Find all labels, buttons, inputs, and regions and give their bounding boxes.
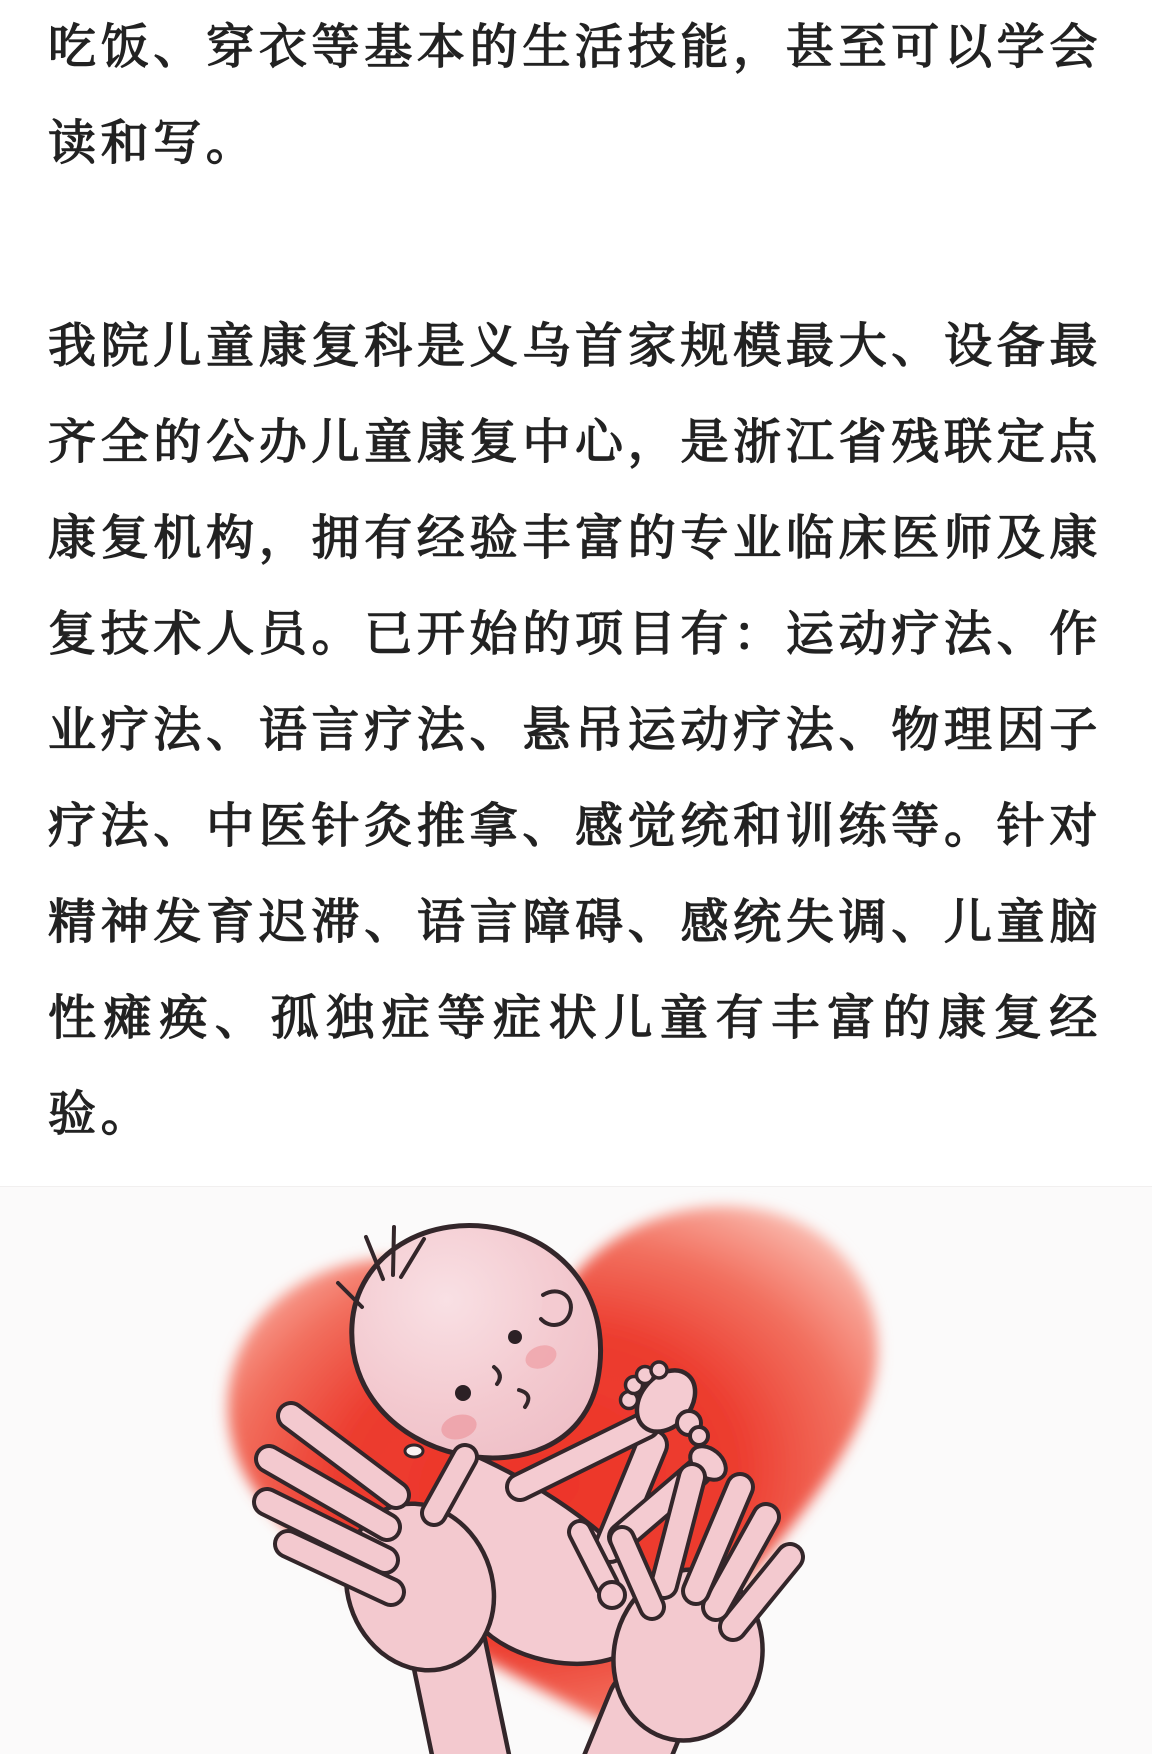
baby-eye-left: [455, 1385, 471, 1401]
article-line: 性瘫痪、孤独症等症状儿童有丰富的康复经: [48, 992, 1102, 1045]
article-line: 我院儿童康复科是义乌首家规模最大、设备最: [48, 320, 1102, 373]
article-line: 复技术人员。已开始的项目有：运动疗法、作: [48, 608, 1102, 661]
article-paragraph-2: [48, 299, 1102, 1163]
article-line: 读和写。: [48, 117, 259, 170]
baby-heart-illustration: [0, 1187, 1152, 1754]
article-line: 齐全的公办儿童康复中心，是浙江省残联定点: [48, 416, 1102, 469]
article-line: 精神发育迟滞、语言障碍、感统失调、儿童脑: [48, 896, 1102, 949]
article-line: 业疗法、语言疗法、悬吊运动疗法、物理因子: [48, 704, 1102, 757]
baby-ear: [541, 1291, 571, 1325]
baby-eye-right: [508, 1330, 522, 1344]
article-line: 验。: [48, 1088, 154, 1141]
article-line: 吃饭、穿衣等基本的生活技能，甚至可以学会: [48, 21, 1102, 74]
article-line: 康复机构，拥有经验丰富的专业临床医师及康: [48, 512, 1102, 565]
illustration-image: [0, 1186, 1152, 1754]
article-line: 疗法、中医针灸推拿、感觉统和训练等。针对: [48, 800, 1102, 853]
article-paragraph-1: [48, 0, 1102, 192]
baby-chin-detail: [405, 1445, 423, 1457]
